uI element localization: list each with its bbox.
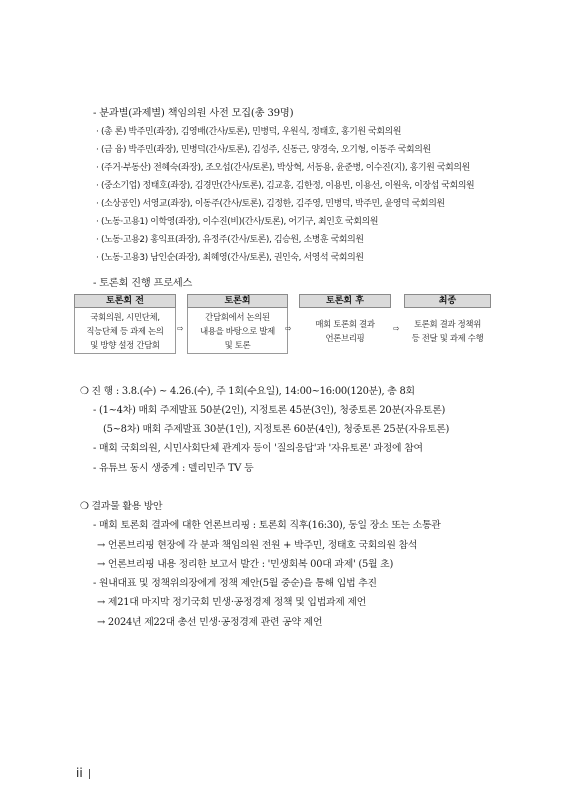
arrow-icon: ⇨ — [285, 324, 292, 333]
process-step-title: 토론회 — [187, 294, 288, 308]
process-step-title: 토론회 전 — [74, 294, 176, 308]
list-item: → 2024년 제22대 총선 민생·공정경제 관련 공약 제언 — [97, 617, 323, 628]
page-number-divider — [89, 769, 90, 779]
list-item: → 언론브리핑 내용 정리한 보고서 발간 : '민생회복 00대 과제' (5월 초) — [97, 559, 394, 570]
list-item: · (소상공인) 서영교(좌장), 이동주(간사/토론), 김정한, 김주영, 민병덕, 박주민, 윤영덕 국회의원 — [96, 199, 445, 209]
list-item: → 언론브리핑 현장에 각 분과 책임의원 전원 + 박주민, 정태호 국회의원 참석 — [97, 540, 418, 551]
process-step-description: 토론회 결과 정책위 등 전달 및 과제 수행 — [411, 319, 484, 343]
list-item: - 유튜브 동시 생중계 : 델리민주 TV 등 — [93, 463, 254, 474]
process-step-description: 간담회에서 논의된 내용을 바탕으로 발제 및 토론 — [187, 308, 288, 354]
list-item: - 원내대표 및 정책위의장에게 정책 제안(5월 중순)을 통해 입법 추진 — [93, 578, 377, 589]
results-heading: ❍ 결과물 활용 방안 — [80, 501, 163, 512]
process-heading: - 토론회 진행 프로세스 — [93, 278, 193, 289]
list-item: · (노동·고용2) 홍익표(좌장), 유정주(간사/토론), 김승원, 소병훈 국회의원 — [96, 235, 364, 245]
process-step-description: 매회 토론회 결과 언론브리핑 — [315, 319, 375, 343]
member-section-heading: - 분과별(과제별) 책임의원 사전 모집(총 39명) — [93, 108, 294, 119]
list-item: · (중소기업) 정태호(좌장), 김경만(간사/토론), 김교흥, 김한정, 이용빈, 이용선, 이원욱, 이장섭 국회의원 — [96, 181, 475, 191]
process-step-title: 토론회 후 — [299, 294, 391, 308]
list-item: - (1~4차) 매회 주제발표 50분(2인), 지정토론 45분(3인), 청중토론 20분(자유토론) — [93, 405, 446, 416]
list-item: (5~8차) 매회 주제발표 30분(1인), 지정토론 60분(4인), 청중토론 25분(자유토론) — [103, 424, 450, 435]
page-number: ii — [76, 766, 83, 780]
list-item: · (노동·고용1) 이학영(좌장), 이수진(비)(간사/토론), 어기구, 최인호 국회의원 — [96, 217, 379, 227]
list-item: - 매회 국회의원, 시민사회단체 관계자 등이 '질의응답'과 '자유토론' 과정에 참여 — [93, 443, 423, 454]
process-step-title: 최종 — [404, 294, 491, 308]
list-item: · (주거·부동산) 전혜숙(좌장), 조오섭(간사/토론), 박상혁, 서동용, 윤준병, 이수진(지), 홍기원 국회의원 — [96, 163, 470, 173]
list-item: · (금 융) 박주민(좌장), 민병덕(간사/토론), 김성주, 신동근, 양경숙, 오기형, 이동주 국회의원 — [96, 145, 431, 155]
process-step-description: 국회의원, 시민단체, 직능단체 등 과제 논의 및 방향 설정 간담회 — [74, 308, 176, 354]
list-item: · (총 론) 박주민(좌장), 김영배(간사/토론), 민병덕, 우원식, 정태호, 홍기원 국회의원 — [96, 127, 402, 137]
list-item: · (노동·고용3) 남인순(좌장), 최혜영(간사/토론), 권인숙, 서영석 국회의원 — [96, 253, 364, 263]
list-item: - 매회 토론회 결과에 대한 언론브리핑 : 토론회 직후(16:30), 동일 장소 또는 소통관 — [93, 520, 441, 531]
arrow-icon: ⇨ — [177, 324, 184, 333]
list-item: → 제21대 마지막 정기국회 민생·공정경제 정책 및 입법과제 제언 — [97, 597, 367, 608]
schedule-heading: ❍ 진 행 : 3.8.(수) ~ 4.26.(수), 주 1회(수요일), 14:00~16:00(120분), 총 8회 — [80, 386, 415, 397]
arrow-icon: ⇨ — [393, 324, 400, 333]
